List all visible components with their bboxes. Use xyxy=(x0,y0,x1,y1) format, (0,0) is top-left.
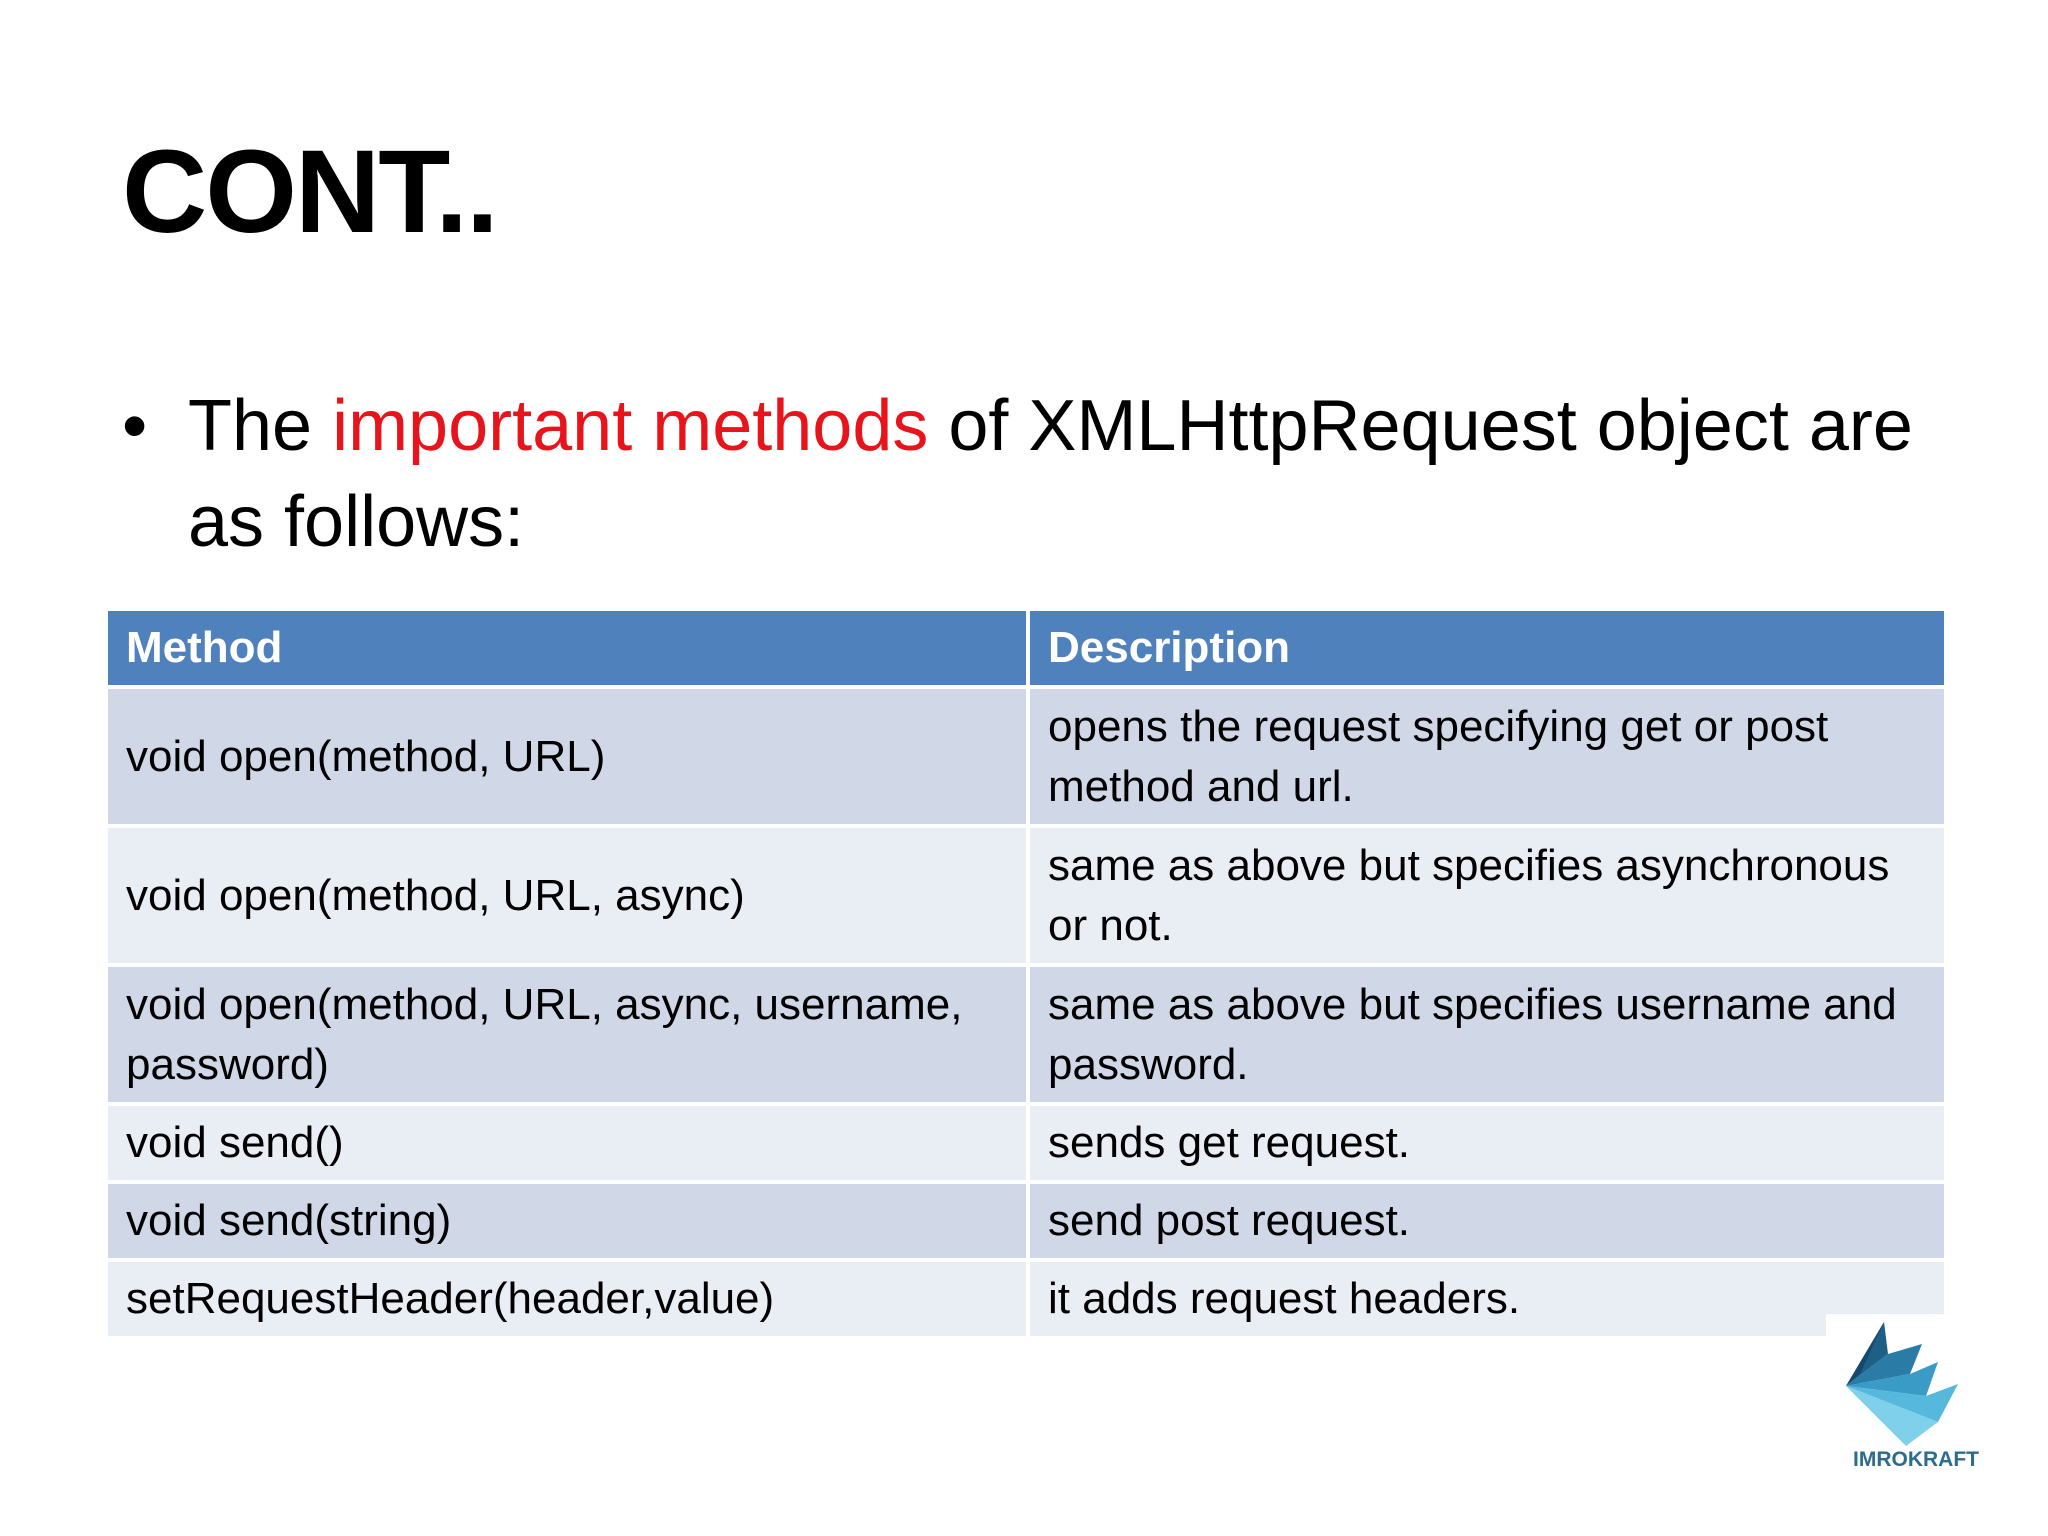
description-cell: it adds request headers. xyxy=(1028,1260,1946,1338)
description-cell: sends get request. xyxy=(1028,1104,1946,1182)
method-cell: void open(method, URL, async, username, password) xyxy=(106,965,1028,1104)
method-cell: void send() xyxy=(106,1104,1028,1182)
header-method: Method xyxy=(106,609,1028,687)
bullet-icon: • xyxy=(122,386,148,466)
table-row xyxy=(106,1182,1946,1260)
method-cell: void open(method, URL) xyxy=(106,687,1028,826)
description-cell: opens the request specifying get or post method and url. xyxy=(1028,687,1946,826)
bullet-text xyxy=(188,378,1938,570)
description-cell: same as above but specifies username and password. xyxy=(1028,965,1946,1104)
description-cell: same as above but specifies asynchronous or not. xyxy=(1028,826,1946,965)
method-cell: void send(string) xyxy=(106,1182,1028,1260)
methods-table xyxy=(104,607,1948,1340)
table-row xyxy=(106,826,1946,965)
bullet-text-after: of XMLHttpRequest object are as follows: xyxy=(188,386,1913,562)
table-row xyxy=(106,1260,1946,1338)
bullet-highlight: important methods xyxy=(332,386,929,466)
table-row xyxy=(106,965,1946,1104)
method-cell: setRequestHeader(header,value) xyxy=(106,1260,1028,1338)
header-description: Description xyxy=(1028,609,1946,687)
slide-title: CONT.. xyxy=(122,126,497,258)
imrokraft-logo-icon xyxy=(1826,1314,1986,1454)
table-header-row xyxy=(106,609,1946,687)
description-cell: send post request. xyxy=(1028,1182,1946,1260)
method-cell: void open(method, URL, async) xyxy=(106,826,1028,965)
logo-text: IMROKRAFT xyxy=(1853,1448,1979,1471)
table-row xyxy=(106,1104,1946,1182)
bullet-text-before: The xyxy=(188,386,333,466)
table-row xyxy=(106,687,1946,826)
